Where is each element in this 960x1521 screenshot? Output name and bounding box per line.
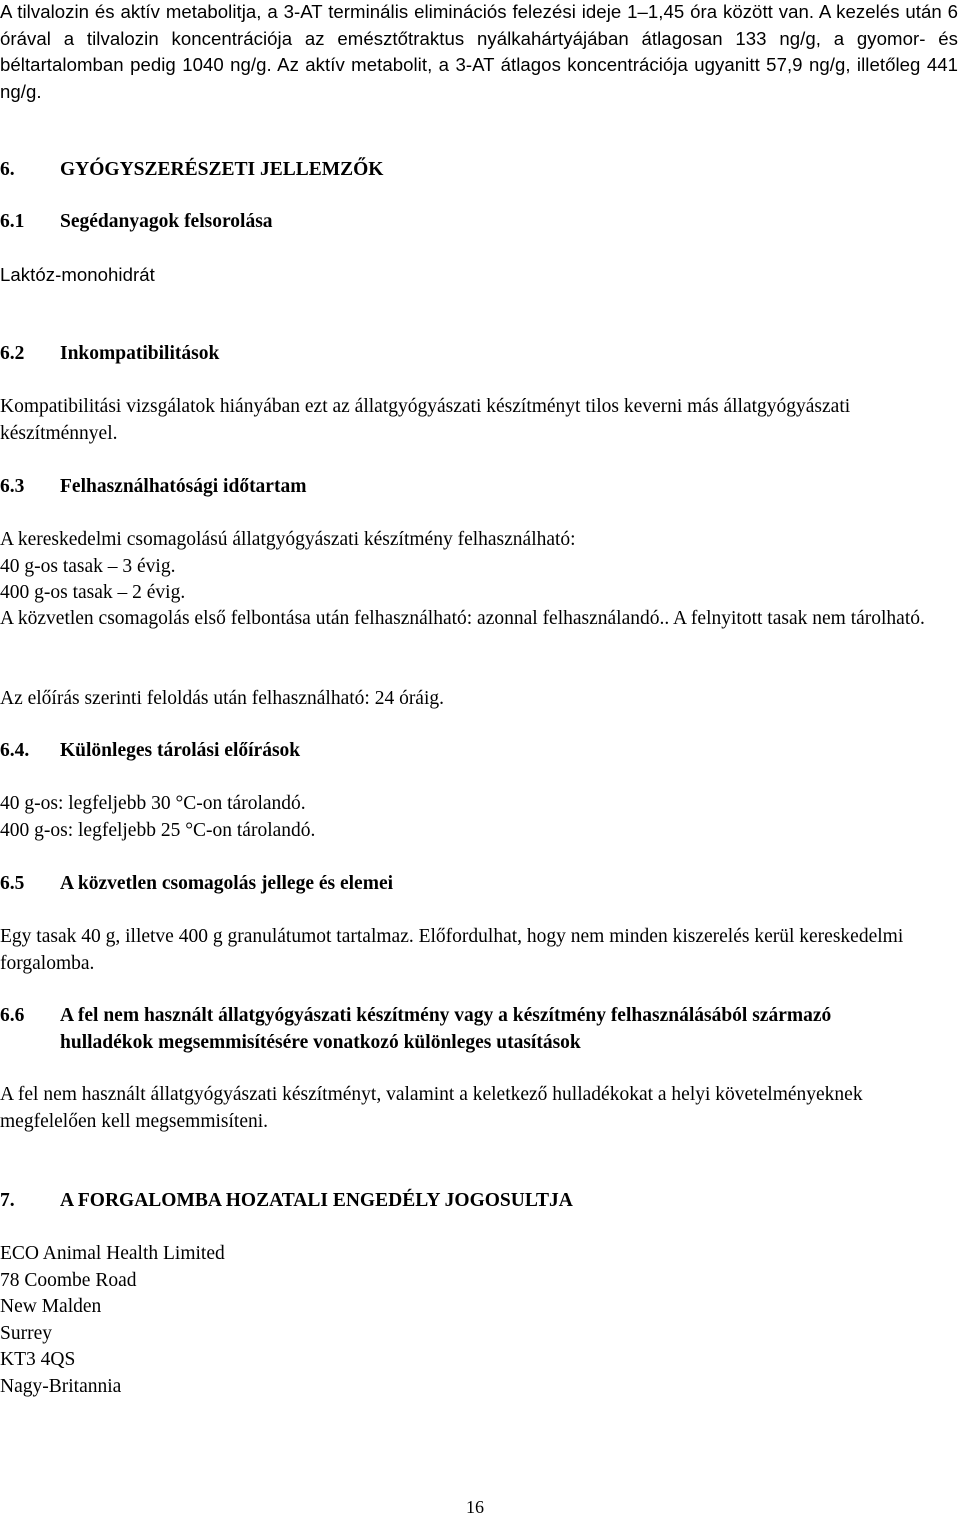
holder-county: Surrey xyxy=(0,1322,52,1344)
storage-400g: 400 g-os: legfeljebb 25 °C-on tárolandó. xyxy=(0,819,316,841)
section-7-title: A FORGALOMBA HOZATALI ENGEDÉLY JOGOSULTJA xyxy=(60,1190,573,1211)
section-6-5-number: 6.5 xyxy=(0,873,25,894)
holder-company: ECO Animal Health Limited xyxy=(0,1243,225,1264)
section-6-5-heading xyxy=(0,871,958,898)
holder-postcode: KT3 4QS xyxy=(0,1349,76,1370)
section-6-1-heading xyxy=(0,209,958,236)
section-7-number: 7. xyxy=(0,1190,15,1211)
section-6-2-title: Inkompatibilitások xyxy=(60,343,220,364)
shelf-life-400g: 400 g-os tasak – 2 évig. xyxy=(0,582,186,603)
section-6-6-body: A fel nem használt állatgyógyászati készítményt, valamint a keletkező hulladékokat a helyi követelményeknek megfelelően kell megsemmisíteni. xyxy=(0,1084,863,1132)
section-6-4-heading xyxy=(0,738,958,765)
section-6-6-title: A fel nem használt állatgyógyászati készítmény vagy a készítmény felhasználásából származó hulladékok megsemmisítésére vonatkozó különleges utasítások xyxy=(60,1005,832,1053)
section-6-4-storage xyxy=(0,791,958,844)
section-6-4-number: 6.4. xyxy=(0,740,30,761)
section-6-6-heading xyxy=(0,1003,958,1056)
section-6-heading xyxy=(0,157,958,184)
shelf-life-after-opening: A közvetlen csomagolás első felbontása után felhasználható: azonnal felhasználandó.. A felnyitott tasak nem tárolható. xyxy=(0,608,925,629)
section-6-6-number: 6.6 xyxy=(0,1005,25,1026)
shelf-life-after-reconstitution: Az előírás szerinti feloldás után felhasználható: 24 óráig. xyxy=(0,688,445,709)
section-6-number: 6. xyxy=(0,159,15,180)
section-6-2-body: Kompatibilitási vizsgálatok hiányában ezt az állatgyógyászati készítményt tilos keverni más állatgyógyászati készítménnyel. xyxy=(0,396,851,444)
storage-40g: 40 g-os: legfeljebb 30 °C-on tárolandó. xyxy=(0,793,306,814)
section-6-3-number: 6.3 xyxy=(0,476,25,497)
page-number: 16 xyxy=(466,1497,484,1517)
section-6-2-heading xyxy=(0,341,958,368)
holder-country: Nagy-Britannia xyxy=(0,1375,122,1397)
holder-town: New Malden xyxy=(0,1296,102,1317)
shelf-life-intro: A kereskedelmi csomagolású állatgyógyászati készítmény felhasználható: xyxy=(0,529,576,550)
section-6-5-title: A közvetlen csomagolás jellege és elemei xyxy=(60,873,394,894)
holder-address xyxy=(0,1241,958,1400)
section-6-1-body: Laktóz-monohidrát xyxy=(0,264,155,285)
section-6-5-body: Egy tasak 40 g, illetve 400 g granulátumot tartalmaz. Előfordulhat, hogy nem minden kiszerelés kerül kereskedelmi forgalomba. xyxy=(0,926,904,974)
intro-paragraph: A tilvalozin és aktív metabolitja, a 3-AT terminális eliminációs felezési ideje 1–1,45 óra között van. A kezelés után 6 órával a tilvalozin koncentrációja az emésztőtraktus nyálkahártyájában átlagosan 133 ng/g, a gyomor- és béltartalomban pedig 1040 ng/g. Az aktív metabolit, a 3-AT átlagos koncentrációja ugyanitt 57,9 ng/g, illetőleg 441 ng/g. xyxy=(0,1,958,102)
section-6-3-title: Felhasználhatósági időtartam xyxy=(60,476,307,497)
section-6-3-shelf-life xyxy=(0,527,958,607)
section-6-4-title: Különleges tárolási előírások xyxy=(60,740,301,761)
section-6-3-heading xyxy=(0,474,958,501)
shelf-life-40g: 40 g-os tasak – 3 évig. xyxy=(0,555,176,577)
section-7-heading xyxy=(0,1188,958,1215)
section-6-2-number: 6.2 xyxy=(0,343,25,364)
section-6-1-number: 6.1 xyxy=(0,211,25,232)
holder-street: 78 Coombe Road xyxy=(0,1269,137,1291)
section-6-title: GYÓGYSZERÉSZETI JELLEMZŐK xyxy=(60,159,384,180)
section-6-1-title: Segédanyagok felsorolása xyxy=(60,211,273,232)
